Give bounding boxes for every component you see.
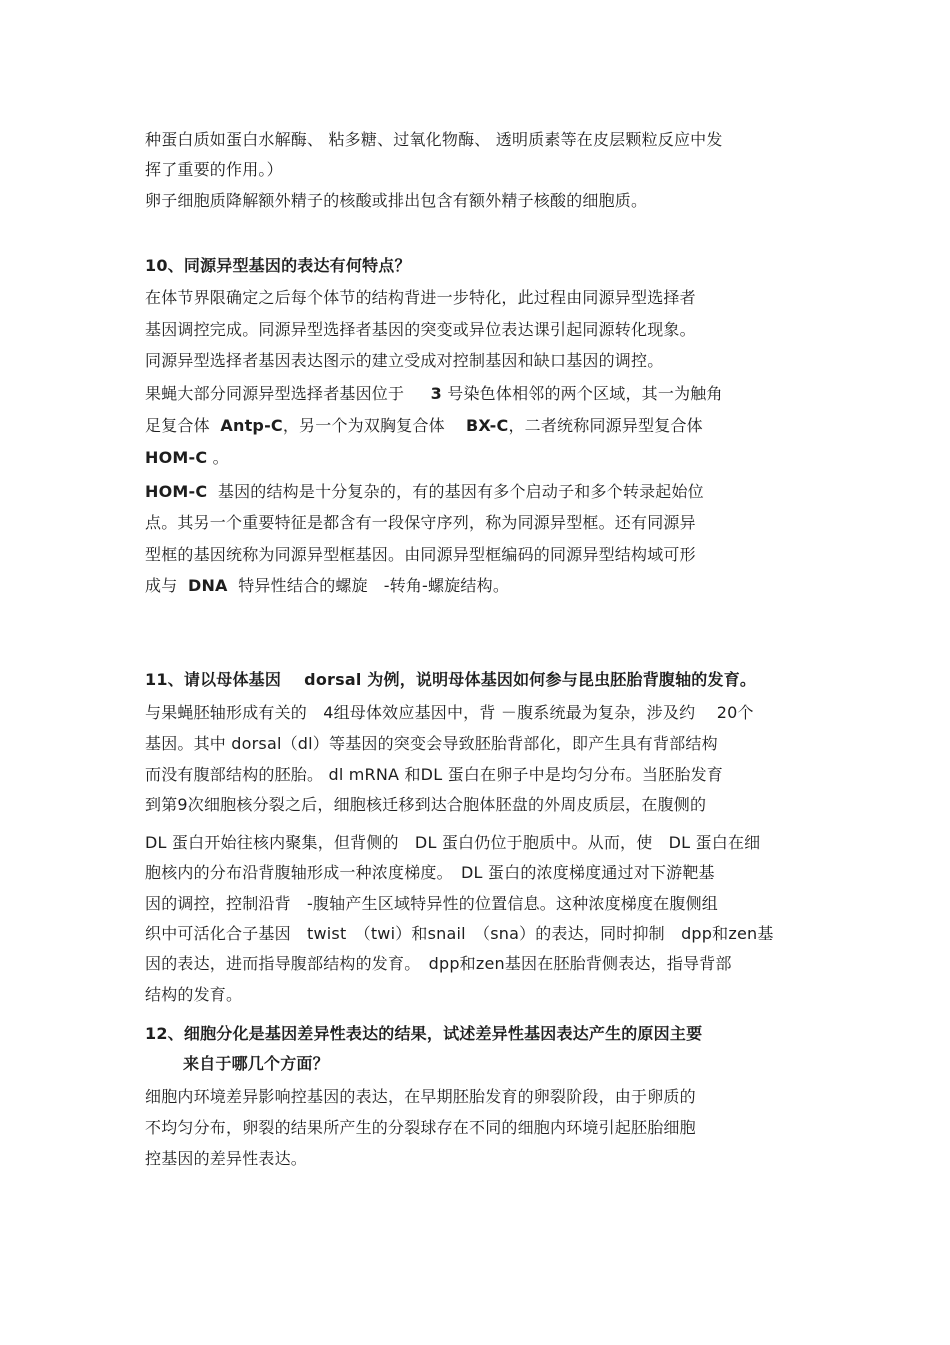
intro-line-2: 挥了重要的作用。） xyxy=(145,160,283,179)
q11-line-3: 而没有腹部结构的胚胎。 dl mRNA 和DL 蛋白在卵子中是均匀分布。当胚胎发育 xyxy=(145,765,723,784)
q12-line-1: 细胞内环境差异影响控基因的表达，在早期胚胎发育的卵裂阶段，由于卵质的 xyxy=(145,1087,696,1106)
question-12-title-line-1: 12、细胞分化是基因差异性表达的结果，试述差异性基因表达产生的原因主要 xyxy=(145,1024,703,1043)
q11-line-2: 基因。其中 dorsal（dl）等基因的突变会导致胚胎背部化，即产生具有背部结构 xyxy=(145,734,718,753)
question-11-title: 11、请以母体基因 dorsal 为例，说明母体基因如何参与昆虫胚胎背腹轴的发育。 xyxy=(145,670,757,689)
q10-p2-line-2: 足复合体 Antp-C，另一个为双胸复合体 BX-C，二者统称同源异型复合体 xyxy=(145,416,703,435)
q10-p3-line-2: 点。其另一个重要特征是都含有一段保守序列，称为同源异型框。还有同源异 xyxy=(145,513,696,532)
q12-line-3: 控基因的差异性表达。 xyxy=(145,1149,308,1168)
q11-line-6: 胞核内的分布沿背腹轴形成一种浓度梯度。 DL 蛋白的浓度梯度通过对下游靶基 xyxy=(145,863,715,882)
q11-line-7: 因的调控，控制沿背 -腹轴产生区域特异性的位置信息。这种浓度梯度在腹侧组 xyxy=(145,894,718,913)
q10-p2-line-1: 果蝇大部分同源异型选择者基因位于 3 号染色体相邻的两个区域，其一为触角 xyxy=(145,384,723,403)
q10-line-3: 同源异型选择者基因表达图示的建立受成对控制基因和缺口基因的调控。 xyxy=(145,351,664,370)
q11-line-1: 与果蝇胚轴形成有关的 4组母体效应基因中，背 －腹系统最为复杂，涉及约 20个 xyxy=(145,703,754,722)
q11-line-10: 结构的发育。 xyxy=(145,985,243,1004)
q10-p3-line-4: 成与 DNA 特异性结合的螺旋 -转角-螺旋结构。 xyxy=(145,576,510,595)
intro-line-3: 卵子细胞质降解额外精子的核酸或排出包含有额外精子核酸的细胞质。 xyxy=(145,191,648,210)
q10-p2-line-3: HOM-C 。 xyxy=(145,448,229,467)
q10-p3-line-1: HOM-C 基因的结构是十分复杂的，有的基因有多个启动子和多个转录起始位 xyxy=(145,482,704,501)
q11-line-4: 到第9次细胞核分裂之后，细胞核迁移到达合胞体胚盘的外周皮质层，在腹侧的 xyxy=(145,795,707,814)
question-12-title-line-2: 来自于哪几个方面？ xyxy=(183,1054,329,1073)
q11-line-9: 因的表达，进而指导腹部结构的发育。 dpp和zen基因在胚胎背侧表达，指导背部 xyxy=(145,954,732,973)
q12-line-2: 不均匀分布，卵裂的结果所产生的分裂球存在不同的细胞内环境引起胚胎细胞 xyxy=(145,1118,696,1137)
question-10-title: 10、同源异型基因的表达有何特点？ xyxy=(145,256,411,275)
q11-line-8: 织中可活化合子基因 twist （twi）和snail （sna）的表达，同时抑制 dpp和zen基 xyxy=(145,924,774,943)
q10-p3-line-3: 型框的基因统称为同源异型框基因。由同源异型框编码的同源异型结构域可形 xyxy=(145,545,696,564)
intro-line-1: 种蛋白质如蛋白水解酶、 粘多糖、过氧化物酶、 透明质素等在皮层颗粒反应中发 xyxy=(145,130,723,149)
q10-line-1: 在体节界限确定之后每个体节的结构背进一步特化，此过程由同源异型选择者 xyxy=(145,288,696,307)
q10-line-2: 基因调控完成。同源异型选择者基因的突变或异位表达课引起同源转化现象。 xyxy=(145,320,696,339)
q11-line-5: DL 蛋白开始往核内聚集，但背侧的 DL 蛋白仍位于胞质中。从而，使 DL 蛋白在细 xyxy=(145,833,761,852)
